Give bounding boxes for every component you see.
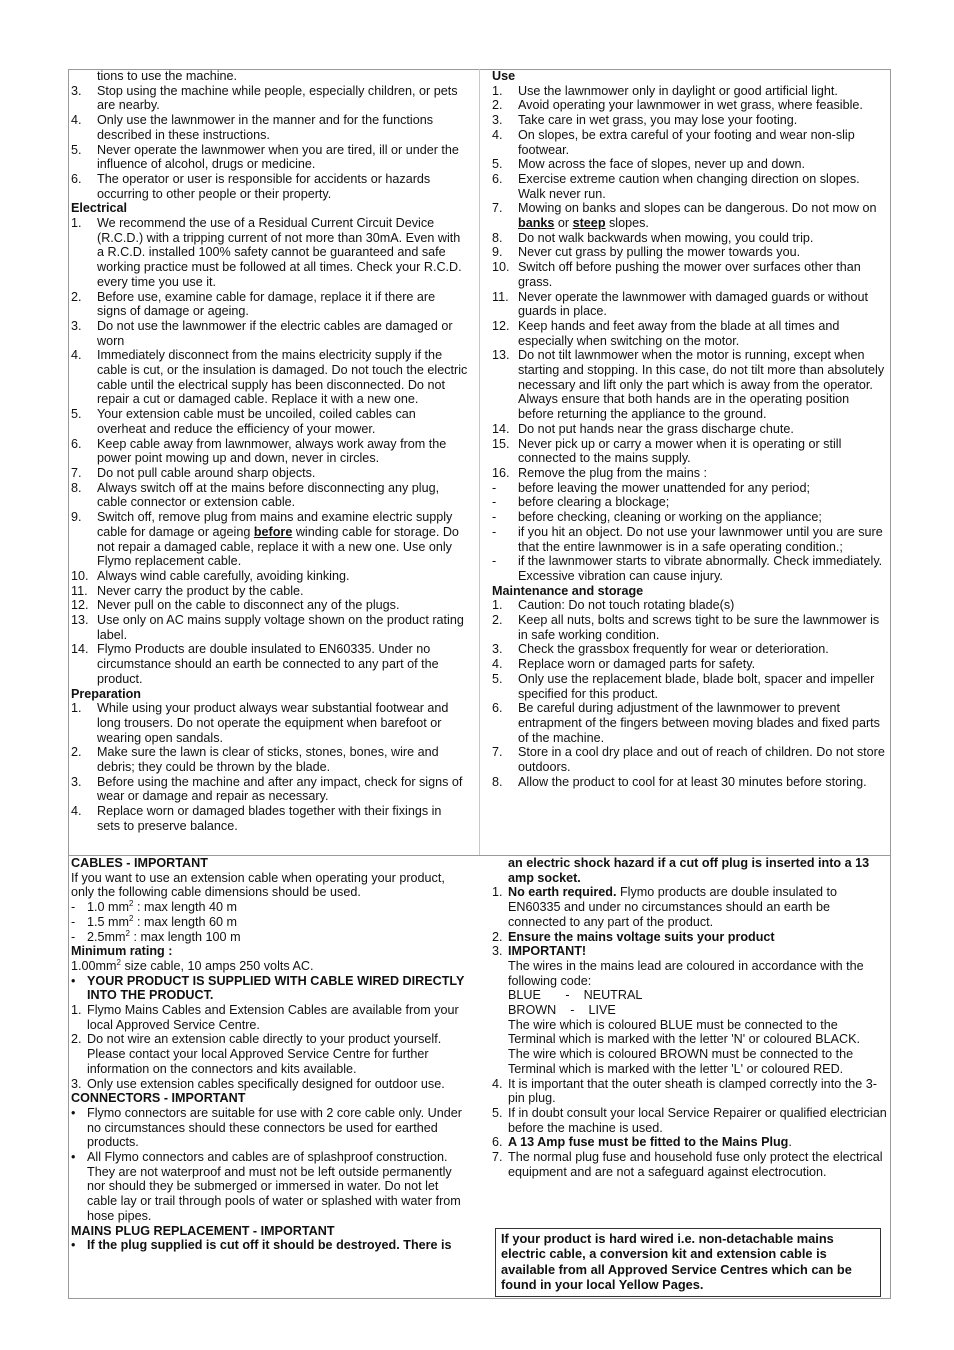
use-heading: Use (492, 69, 516, 83)
list-item-number: 6. (71, 171, 82, 186)
list-item-number: 4. (71, 804, 82, 819)
list-item-number: 1. (71, 1003, 82, 1018)
list-item-text: Allow the product to cool for at least 30 minutes before storing. (518, 774, 867, 789)
list-item-number: 2. (492, 98, 503, 113)
list-item-number: 1. (492, 83, 503, 98)
use-list-continued (492, 231, 888, 584)
list-item: 7. The normal plug fuse and household fuse only protect the electrical equipment and are not a safeguard against electrocution. (492, 1150, 883, 1179)
list-item-number: - (492, 524, 497, 539)
list-item-number: 2. (71, 289, 82, 304)
list-item (71, 216, 468, 290)
list-item (492, 98, 888, 113)
list-item (492, 113, 888, 128)
list-item (492, 348, 888, 422)
list-item-text: Avoid operating your lawnmower in wet grass, where feasible. (518, 98, 863, 113)
list-item (71, 1106, 471, 1150)
list-item: 6. A 13 Amp fuse must be fitted to the Mains Plug. (492, 1135, 792, 1150)
list-item-text: Stop using the machine while people, especially children, or pets are nearby. (97, 83, 458, 113)
list-item-number: - (492, 510, 497, 525)
list-item-text: Take care in wet grass, you may lose your footing. (518, 113, 798, 128)
continued-text: tions to use the machine. (97, 69, 238, 83)
maintenance-list (492, 598, 888, 789)
cable-size-item: - $2.5mm^2$ : max length 100 m (71, 928, 241, 944)
list-item-text: Make sure the lawn is clear of sticks, stones, bones, wire and debris; they could be thrown by the blade. (97, 745, 439, 775)
list-item-text: before leaving the mower unattended for any period; (518, 480, 810, 495)
list-item-number: 5. (71, 142, 82, 157)
list-item (71, 172, 468, 201)
list-item (71, 1150, 471, 1224)
list-item-text: While using your product always wear substantial footwear and long trousers. Do not operate the equipment when barefoot or wearing open sandals. (97, 701, 449, 745)
cables-intro: If you want to use an extension cable when operating your product, only the following cable dimensions should be used. (71, 870, 445, 900)
list-item-text: Never operate the lawnmower with damaged guards or without guards in place. (518, 289, 869, 319)
list-item (71, 143, 468, 172)
general-list (71, 84, 468, 202)
list-item (492, 598, 888, 613)
list-item-number: 2. (492, 613, 503, 628)
list-item-text: Never carry the product by the cable. (97, 583, 304, 598)
list-item (492, 290, 888, 319)
min-rating-heading: Minimum rating : (71, 944, 173, 959)
list-item (492, 642, 888, 657)
list-item (492, 1077, 888, 1106)
list-item-number: 9. (492, 245, 503, 260)
list-item-number: 4. (71, 348, 82, 363)
list-item-text: Use only on AC mains supply voltage shown on the product rating label. (97, 613, 464, 642)
list-item (492, 260, 888, 289)
min-rating-text: $1.00mm^2$ size cable, 10 amps 250 volts AC. (71, 957, 314, 973)
list-item: 3. IMPORTANT! The wires in the mains lead are coloured in accordance with the following code: BLUE - NEUTRAL BROWN - LIVE The wire which is coloured BLUE must be connected to the Terminal which is marked with the letter 'N' or coloured BLACK. The wire which is coloured BROWN must be connected to the Terminal which is marked with the letter 'L' or coloured RED. (492, 944, 888, 1076)
list-item (492, 510, 888, 525)
plug-heading: MAINS PLUG REPLACEMENT - IMPORTANT (71, 1223, 335, 1238)
list-item-number: 3. (492, 642, 503, 657)
underlined-word: before (253, 524, 293, 539)
cable-size-item: - 1.5 $mm^2$ : max length 60 m (71, 913, 238, 929)
list-item-number: 3. (71, 1076, 82, 1091)
list-item-text: Do not use the lawnmower if the electric cables are damaged or worn (97, 318, 453, 348)
list-item-number: 5. (71, 407, 82, 422)
list-item-number: 3. (71, 318, 82, 333)
list-item (71, 598, 468, 613)
list-item (71, 407, 468, 436)
list-item-text: Never pull on the cable to disconnect any of the plugs. (97, 598, 400, 613)
list-item-text: Keep hands and feet away from the blade at all times and especially when switching on the motor. (518, 318, 840, 348)
column-divider (479, 69, 480, 855)
list-item-number: 3. (71, 83, 82, 98)
cables-column (71, 856, 471, 1253)
list-item (71, 84, 468, 113)
list-item-number: 10. (71, 568, 89, 583)
list-item: 2. Ensure the mains voltage suits your product (492, 929, 775, 944)
list-item-number: 14. (492, 421, 510, 436)
list-item (492, 1106, 888, 1135)
electrical-list (71, 216, 468, 510)
list-item (492, 672, 888, 701)
cable-sizes (71, 900, 471, 944)
list-item (492, 84, 888, 99)
use-list (492, 84, 888, 202)
list-item-text: Use the lawnmower only in daylight or good artificial light. (518, 83, 838, 98)
list-item-number: 8. (492, 774, 503, 789)
list-item-text: Do not walk backwards when mowing, you could trip. (518, 230, 814, 245)
list-item-text: It is important that the outer sheath is clamped correctly into the 3-pin plug. (508, 1076, 877, 1106)
list-item-text: Remove the plug from the mains : (518, 465, 707, 480)
maintenance-heading: Maintenance and storage (492, 583, 644, 598)
list-item-number: - (492, 495, 497, 510)
list-item-number: 15. (492, 436, 510, 451)
underlined-word: banks (518, 216, 555, 231)
list-item-text: Only use the lawnmower in the manner and for the functions described in these instructions. (97, 113, 434, 142)
list-item-text: Always wind cable carefully, avoiding kinking. (97, 568, 350, 583)
list-item-text: Replace worn or damaged blades together with their fixings in sets to preserve balance. (97, 804, 442, 833)
list-item (71, 642, 468, 686)
plug-list-continued (492, 1077, 888, 1136)
list-item-number: 1. (71, 701, 82, 716)
connectors-list (71, 1106, 471, 1224)
preparation-heading: Preparation (71, 686, 141, 701)
list-item-text: Do not put hands near the grass discharge chute. (518, 421, 794, 436)
cables-heading: CABLES - IMPORTANT (71, 856, 208, 870)
safety-column-right (492, 69, 888, 789)
list-item-number: 7. (71, 465, 82, 480)
list-item (492, 157, 888, 172)
list-item (71, 1077, 471, 1092)
list-item-text: Never cut grass by pulling the mower towards you. (518, 245, 801, 260)
list-item-text: Exercise extreme caution when changing direction on slopes. Walk never run. (518, 171, 860, 201)
list-item-text: before clearing a blockage; (518, 495, 670, 510)
list-item (71, 1032, 471, 1076)
list-item-text: On slopes, be extra careful of your footing and wear non-slip footwear. (518, 127, 855, 157)
list-item-text: Do not wire an extension cable directly to your product yourself. Please contact your local Approved Service Centre for further information on the connectors and kits available. (87, 1032, 442, 1076)
list-item-number: 14. (71, 642, 89, 657)
list-item (71, 466, 468, 481)
list-item-text: Always switch off at the mains before disconnecting any plug, cable connector or extension cable. (97, 480, 440, 510)
list-item-text: Do not tilt lawnmower when the motor is running, except when starting and stopping. In this case, do not tilt more than absolutely necessary and lift only the part which is away from the operator. Always ensure that both hands are in the operating position before returning the appliance to the ground. (518, 348, 885, 422)
list-item (492, 554, 888, 583)
list-item (492, 245, 888, 260)
list-item-number: 12. (492, 318, 510, 333)
list-item-number: 3. (71, 774, 82, 789)
list-item-text: Never operate the lawnmower when you are tired, ill or under the influence of alcohol, drugs or medicine. (97, 142, 459, 172)
list-item-number: 1. (492, 598, 503, 613)
electrical-heading: Electrical (71, 201, 128, 216)
list-item-number: 3. (492, 113, 503, 128)
list-item-number: 4. (71, 113, 82, 128)
list-item-number: 8. (492, 230, 503, 245)
electrical-list-continued (71, 569, 468, 687)
list-item-number: 6. (71, 436, 82, 451)
list-item (492, 525, 888, 554)
list-item (71, 613, 468, 642)
list-item (492, 422, 888, 437)
list-item (492, 613, 888, 642)
list-item-number: 12. (71, 598, 89, 613)
list-item-number: 6. (492, 701, 503, 716)
list-item-text: Switch off before pushing the mower over surfaces other than grass. (518, 260, 861, 289)
list-item-number: 2. (71, 745, 82, 760)
list-item-text: The operator or user is responsible for accidents or hazards occurring to other people or their property. (97, 171, 431, 201)
list-item-text: Keep cable away from lawnmower, always work away from the power point mowing up and down, never in circles. (97, 436, 447, 466)
list-item (492, 437, 888, 466)
continued-text: an electric shock hazard if a cut off plug is inserted into a 13 amp socket. (508, 856, 870, 885)
list-item (492, 466, 888, 481)
list-item-text: if you hit an object. Do not use your lawnmower until you are sure that the entire lawnmower is in a safe operating condition.; (518, 524, 883, 554)
list-item: 1. No earth required. Flymo products are double insulated to EN60335 and under no circumstances should an earth be connected to any part of the product. (492, 885, 837, 929)
list-item-text: Be careful during adjustment of the lawnmower to prevent entrapment of the fingers between moving blades and fixed parts of the machine. (518, 701, 880, 745)
hard-wired-notice-box: If your product is hard wired i.e. non-detachable mains electric cable, a conversion kit and extension cable is available from all Approved Service Centres which can be found in your local Yellow Pages. (495, 1228, 881, 1297)
list-item (71, 745, 468, 774)
list-item-text: if the lawnmower starts to vibrate abnormally. Check immediately. Excessive vibration can cause injury. (518, 554, 883, 583)
list-item: • YOUR PRODUCT IS SUPPLIED WITH CABLE WIRED DIRECTLY INTO THE PRODUCT. (71, 973, 465, 1003)
list-item: 7. Mowing on banks and slopes can be dangerous. Do not mow on banks or steep slopes. (492, 201, 877, 231)
preparation-list (71, 701, 468, 833)
list-item (71, 348, 468, 407)
list-item-number: 7. (492, 745, 503, 760)
list-item-text: Flymo Products are double insulated to EN60335. Under no circumstance should an earth be connected to any part of the product. (97, 642, 439, 686)
list-item (492, 481, 888, 496)
list-item-text: Before using the machine and after any impact, check for signs of wear or damage and repair as necessary. (97, 774, 463, 804)
list-item-text: Check the grassbox frequently for wear or deterioration. (518, 642, 829, 657)
list-item (492, 231, 888, 246)
list-item (71, 584, 468, 599)
list-item-number: 4. (492, 1076, 503, 1091)
cable-size-item: - 1.0 $mm^2$ : max length 40 m (71, 898, 238, 915)
list-item-text: Only use extension cables specifically designed for outdoor use. (87, 1076, 445, 1091)
list-item (71, 569, 468, 584)
list-item-text: Flymo connectors are suitable for use with 2 core cable only. Under no circumstances should these connectors be used for earthed products. (87, 1105, 462, 1150)
list-item (71, 290, 468, 319)
list-item-number: 6. (492, 171, 503, 186)
list-item (71, 437, 468, 466)
plug-column (492, 856, 888, 1179)
wire-code-brown: BROWN - LIVE (508, 1003, 616, 1018)
list-item: 9. Switch off, remove plug from mains and examine electric supply cable for damage or ageing before winding cable for storage. Do not repair a damaged cable, replace it with a new one. Use only Flymo replacement cable. (71, 510, 459, 569)
list-item-number: 2. (71, 1032, 82, 1047)
list-item-text: before checking, cleaning or working on the appliance; (518, 510, 822, 525)
list-item (492, 172, 888, 201)
list-item-text: Never pick up or carry a mower when it is operating or still connected to the mains supply. (518, 436, 842, 466)
list-item (492, 128, 888, 157)
list-item-text: Replace worn or damaged parts for safety. (518, 657, 756, 672)
connectors-heading: CONNECTORS - IMPORTANT (71, 1091, 246, 1106)
list-item (71, 775, 468, 804)
list-item-number: 4. (492, 127, 503, 142)
list-item-text: We recommend the use of a Residual Current Circuit Device (R.C.D.) with a tripping current of not more than 30mA. Even with a R.C.D. installed 100% safety cannot be guaranteed and safe working practice must be followed at all times. Check your R.C.D. every time you use it. (97, 216, 462, 289)
list-item-text: Store in a cool dry place and out of reach of children. Do not store outdoors. (518, 745, 885, 775)
list-item-number: 1. (71, 216, 82, 231)
list-item-number: 11. (71, 583, 88, 598)
list-item-text: Keep all nuts, bolts and screws tight to be sure the lawnmower is in safe working condition. (518, 613, 880, 642)
list-item (71, 113, 468, 142)
list-item (492, 775, 888, 790)
list-item-number: 10. (492, 260, 510, 275)
list-item-text: If in doubt consult your local Service Repairer or qualified electrician before the machine is used. (508, 1105, 887, 1135)
list-item-text: Do not pull cable around sharp objects. (97, 465, 316, 480)
list-item-number: 4. (492, 657, 503, 672)
wire-code-blue: BLUE - NEUTRAL (508, 988, 643, 1003)
list-item-text: Mow across the face of slopes, never up and down. (518, 157, 806, 172)
list-item-text: Immediately disconnect from the mains electricity supply if the cable is cut, or the insulation is damaged. Do not touch the electric cable until the electrical supply has been disconnected. Do not repair a cut or damaged cable. Replace it with a new one. (97, 348, 468, 407)
list-item-number: 11. (492, 289, 509, 304)
list-item-text: All Flymo connectors and cables are of splashproof construction. They are not waterproof and must not be left outside permanently nor should they be submerged or immersed in water. Do not let cable lay or trail through pools of water or splashed with water from hose pipes. (87, 1150, 461, 1223)
list-item-number: • (71, 1150, 76, 1165)
list-item-text: Only use the replacement blade, blade bolt, spacer and impeller specified for this product. (518, 671, 875, 701)
list-item (492, 701, 888, 745)
list-item (492, 657, 888, 672)
list-item (71, 804, 468, 833)
list-item-number: 16. (492, 465, 510, 480)
list-item: • If the plug supplied is cut off it should be destroyed. There is (71, 1238, 452, 1253)
list-item-number: • (71, 1105, 76, 1120)
list-item-number: 5. (492, 157, 503, 172)
list-item (71, 481, 468, 510)
list-item-text: Your extension cable must be uncoiled, coiled cables can overheat and reduce the efficiency of your mower. (97, 407, 416, 436)
list-item (492, 745, 888, 774)
list-item-number: - (492, 480, 497, 495)
list-item-number: 8. (71, 480, 82, 495)
list-item-number: - (492, 554, 497, 569)
list-item (71, 1003, 471, 1032)
safety-column-left (71, 69, 468, 834)
list-item-number: 13. (71, 613, 89, 628)
underlined-word: steep (572, 216, 606, 231)
list-item (492, 495, 888, 510)
list-item-number: 5. (492, 1105, 503, 1120)
list-item (71, 319, 468, 348)
list-item-text: Flymo Mains Cables and Extension Cables are available from your local Approved Service Centre. (87, 1003, 459, 1032)
list-item (71, 701, 468, 745)
list-item-number: 5. (492, 671, 503, 686)
cable-list (71, 1003, 471, 1091)
list-item (492, 319, 888, 348)
list-item-number: 13. (492, 348, 510, 363)
list-item-text: Before use, examine cable for damage, replace it if there are signs of damage or ageing. (97, 289, 436, 319)
list-item-text: Caution: Do not touch rotating blade(s) (518, 598, 735, 613)
